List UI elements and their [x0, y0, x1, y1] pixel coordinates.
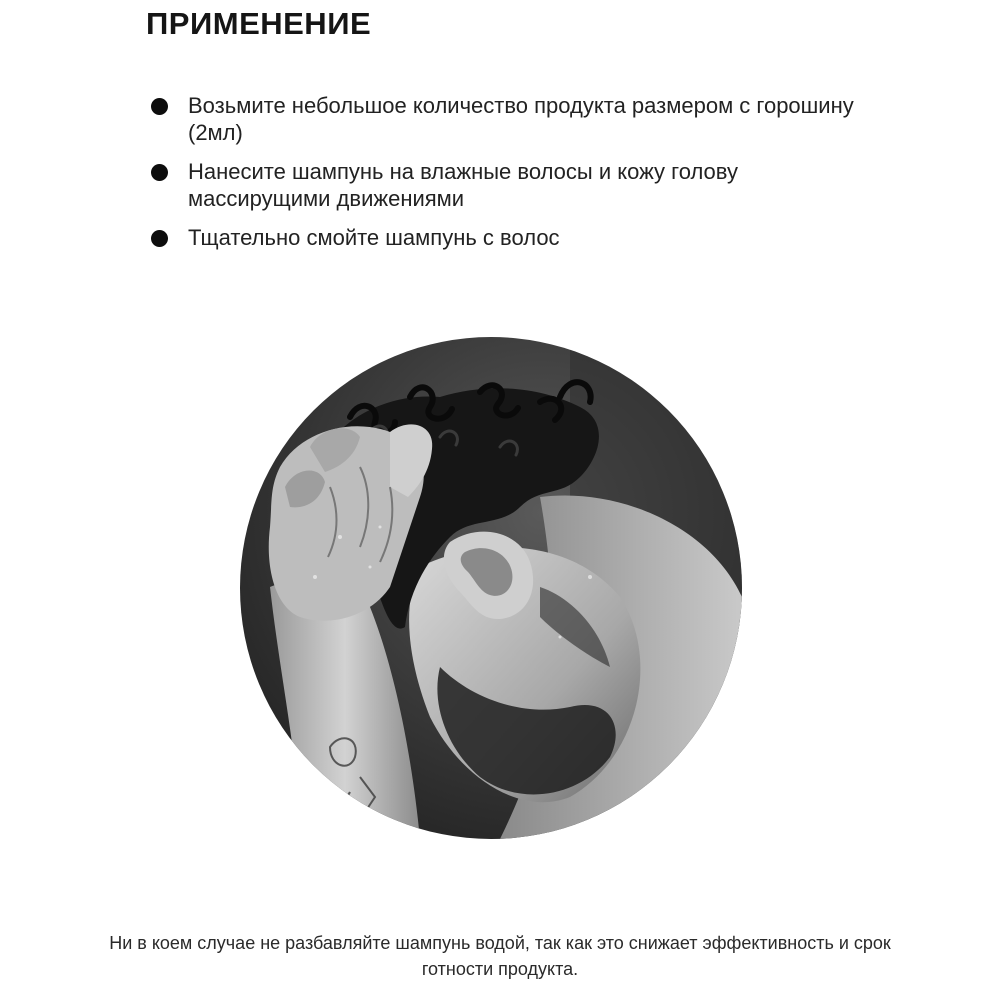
- step-text: Возьмите небольшое количество продукта размером с горошину (2мл): [188, 93, 854, 145]
- steps-list: [150, 92, 870, 263]
- step-item: [150, 158, 870, 212]
- man-washing-hair-illustration: [240, 337, 742, 839]
- footnote: Ни в коем случае не разбавляйте шампунь водой, так как это снижает эффективность и срок готности продукта.: [109, 933, 891, 979]
- page-title: ПРИМЕНЕНИЕ: [146, 6, 372, 41]
- step-item: [150, 92, 870, 146]
- bullet-icon: [151, 230, 168, 247]
- step-text: Нанесите шампунь на влажные волосы и кожу голову массирущими движениями: [188, 159, 738, 211]
- step-item: [150, 224, 870, 251]
- step-text: Тщательно смойте шампунь с волос: [188, 225, 560, 250]
- bullet-icon: [151, 164, 168, 181]
- bullet-icon: [151, 98, 168, 115]
- usage-photo: [240, 337, 742, 839]
